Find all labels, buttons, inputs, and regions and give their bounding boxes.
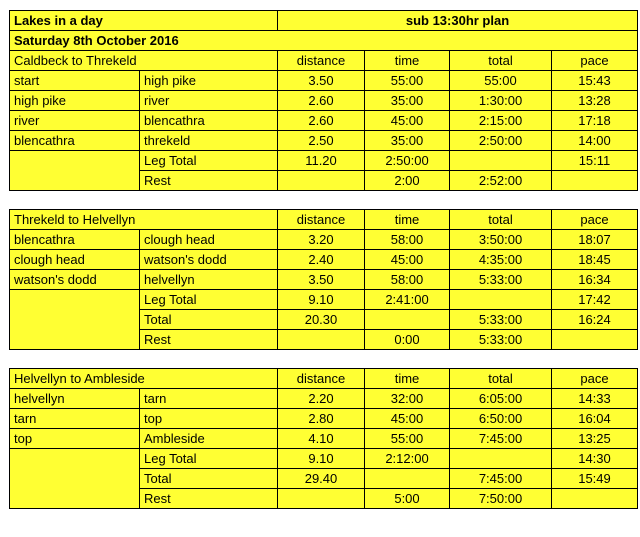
from-cell: river (10, 111, 140, 131)
time-cell: 35:00 (365, 131, 450, 151)
distance-cell: 2.80 (278, 409, 365, 429)
pace-cell: 15:43 (552, 71, 638, 91)
time-cell: 58:00 (365, 230, 450, 250)
time-cell: 35:00 (365, 91, 450, 111)
to-cell: river (140, 91, 278, 111)
col-total: total (450, 210, 552, 230)
col-total: total (450, 51, 552, 71)
table-row (10, 111, 638, 131)
from-cell: blencathra (10, 230, 140, 250)
blank-cell (10, 330, 140, 350)
total-cell: 2:52:00 (450, 171, 552, 191)
from-cell: clough head (10, 250, 140, 270)
col-pace: pace (552, 51, 638, 71)
pace-cell: 16:24 (552, 310, 638, 330)
total-cell: 6:05:00 (450, 389, 552, 409)
summary-label: Total (140, 310, 278, 330)
total-cell: 1:30:00 (450, 91, 552, 111)
time-cell (365, 310, 450, 330)
table-row (10, 270, 638, 290)
pace-cell: 16:04 (552, 409, 638, 429)
to-cell: watson's dodd (140, 250, 278, 270)
summary-label: Rest (140, 489, 278, 509)
col-time: time (365, 51, 450, 71)
blank-cell (10, 290, 140, 310)
total-cell (450, 151, 552, 171)
time-cell: 2:50:00 (365, 151, 450, 171)
table-row (10, 429, 638, 449)
to-cell: helvellyn (140, 270, 278, 290)
to-cell: Ambleside (140, 429, 278, 449)
rest-row (10, 171, 638, 191)
total-cell: 55:00 (450, 71, 552, 91)
spacer-row (10, 350, 638, 369)
col-distance: distance (278, 369, 365, 389)
leg-total-row (10, 290, 638, 310)
total-row (10, 469, 638, 489)
to-cell: high pike (140, 71, 278, 91)
distance-cell: 2.60 (278, 91, 365, 111)
summary-label: Leg Total (140, 290, 278, 310)
col-pace: pace (552, 210, 638, 230)
to-cell: tarn (140, 389, 278, 409)
col-time: time (365, 369, 450, 389)
time-cell: 0:00 (365, 330, 450, 350)
distance-cell: 3.20 (278, 230, 365, 250)
leg-total-row (10, 449, 638, 469)
total-cell: 4:35:00 (450, 250, 552, 270)
total-cell: 7:50:00 (450, 489, 552, 509)
title-row (10, 11, 638, 31)
summary-label: Rest (140, 171, 278, 191)
col-distance: distance (278, 51, 365, 71)
from-cell: helvellyn (10, 389, 140, 409)
time-cell: 5:00 (365, 489, 450, 509)
table-row (10, 389, 638, 409)
distance-cell (278, 171, 365, 191)
pace-cell: 13:28 (552, 91, 638, 111)
table-row (10, 91, 638, 111)
pace-cell: 14:30 (552, 449, 638, 469)
distance-cell: 11.20 (278, 151, 365, 171)
from-cell: top (10, 429, 140, 449)
summary-label: Leg Total (140, 151, 278, 171)
total-cell: 2:15:00 (450, 111, 552, 131)
blank-cell (10, 151, 140, 171)
distance-cell (278, 330, 365, 350)
blank-cell (10, 310, 140, 330)
summary-label: Leg Total (140, 449, 278, 469)
pace-cell: 14:33 (552, 389, 638, 409)
leg2-header-row (10, 210, 638, 230)
from-cell: tarn (10, 409, 140, 429)
distance-cell: 2.60 (278, 111, 365, 131)
distance-cell: 2.40 (278, 250, 365, 270)
time-cell: 58:00 (365, 270, 450, 290)
table-row (10, 230, 638, 250)
distance-cell: 3.50 (278, 71, 365, 91)
total-cell: 7:45:00 (450, 429, 552, 449)
pace-cell: 18:07 (552, 230, 638, 250)
distance-cell: 9.10 (278, 449, 365, 469)
col-distance: distance (278, 210, 365, 230)
distance-cell: 29.40 (278, 469, 365, 489)
total-cell: 6:50:00 (450, 409, 552, 429)
rest-row (10, 489, 638, 509)
distance-cell: 9.10 (278, 290, 365, 310)
table-row (10, 71, 638, 91)
from-cell: watson's dodd (10, 270, 140, 290)
time-cell: 32:00 (365, 389, 450, 409)
pace-cell: 17:42 (552, 290, 638, 310)
pace-cell: 15:49 (552, 469, 638, 489)
summary-label: Rest (140, 330, 278, 350)
pace-cell: 14:00 (552, 131, 638, 151)
table-row (10, 409, 638, 429)
leg1-title: Caldbeck to Threkeld (10, 51, 278, 71)
time-cell: 2:12:00 (365, 449, 450, 469)
to-cell: threkeld (140, 131, 278, 151)
total-cell: 2:50:00 (450, 131, 552, 151)
to-cell: clough head (140, 230, 278, 250)
blank-cell (10, 171, 140, 191)
total-cell: 7:45:00 (450, 469, 552, 489)
total-cell: 5:33:00 (450, 270, 552, 290)
distance-cell (278, 489, 365, 509)
leg1-header-row (10, 51, 638, 71)
time-cell: 55:00 (365, 71, 450, 91)
sheet-title: Lakes in a day (10, 11, 278, 31)
pace-cell: 18:45 (552, 250, 638, 270)
total-cell: 3:50:00 (450, 230, 552, 250)
blank-cell (10, 489, 140, 509)
total-cell: 5:33:00 (450, 310, 552, 330)
blank-cell (10, 449, 140, 469)
table-row (10, 250, 638, 270)
to-cell: top (140, 409, 278, 429)
pace-cell: 16:34 (552, 270, 638, 290)
time-cell: 2:00 (365, 171, 450, 191)
distance-cell: 4.10 (278, 429, 365, 449)
time-cell: 55:00 (365, 429, 450, 449)
leg2-title: Threkeld to Helvellyn (10, 210, 278, 230)
from-cell: start (10, 71, 140, 91)
total-cell: 5:33:00 (450, 330, 552, 350)
from-cell: high pike (10, 91, 140, 111)
time-cell: 45:00 (365, 250, 450, 270)
pace-cell (552, 489, 638, 509)
leg3-header-row (10, 369, 638, 389)
pace-cell: 17:18 (552, 111, 638, 131)
leg3-title: Helvellyn to Ambleside (10, 369, 278, 389)
date-row (10, 31, 638, 51)
plan-label: sub 13:30hr plan (278, 11, 638, 31)
pace-cell (552, 171, 638, 191)
leg-total-row (10, 151, 638, 171)
plan-sheet (9, 10, 638, 509)
pace-cell (552, 330, 638, 350)
distance-cell: 2.20 (278, 389, 365, 409)
total-cell (450, 290, 552, 310)
time-cell: 45:00 (365, 111, 450, 131)
to-cell: blencathra (140, 111, 278, 131)
summary-label: Total (140, 469, 278, 489)
pace-cell: 15:11 (552, 151, 638, 171)
distance-cell: 3.50 (278, 270, 365, 290)
total-row (10, 310, 638, 330)
spacer-row (10, 191, 638, 210)
distance-cell: 2.50 (278, 131, 365, 151)
total-cell (450, 449, 552, 469)
time-cell (365, 469, 450, 489)
blank-cell (10, 469, 140, 489)
time-cell: 45:00 (365, 409, 450, 429)
col-pace: pace (552, 369, 638, 389)
distance-cell: 20.30 (278, 310, 365, 330)
col-total: total (450, 369, 552, 389)
pace-cell: 13:25 (552, 429, 638, 449)
rest-row (10, 330, 638, 350)
event-date: Saturday 8th October 2016 (10, 31, 638, 51)
from-cell: blencathra (10, 131, 140, 151)
time-cell: 2:41:00 (365, 290, 450, 310)
table-row (10, 131, 638, 151)
col-time: time (365, 210, 450, 230)
